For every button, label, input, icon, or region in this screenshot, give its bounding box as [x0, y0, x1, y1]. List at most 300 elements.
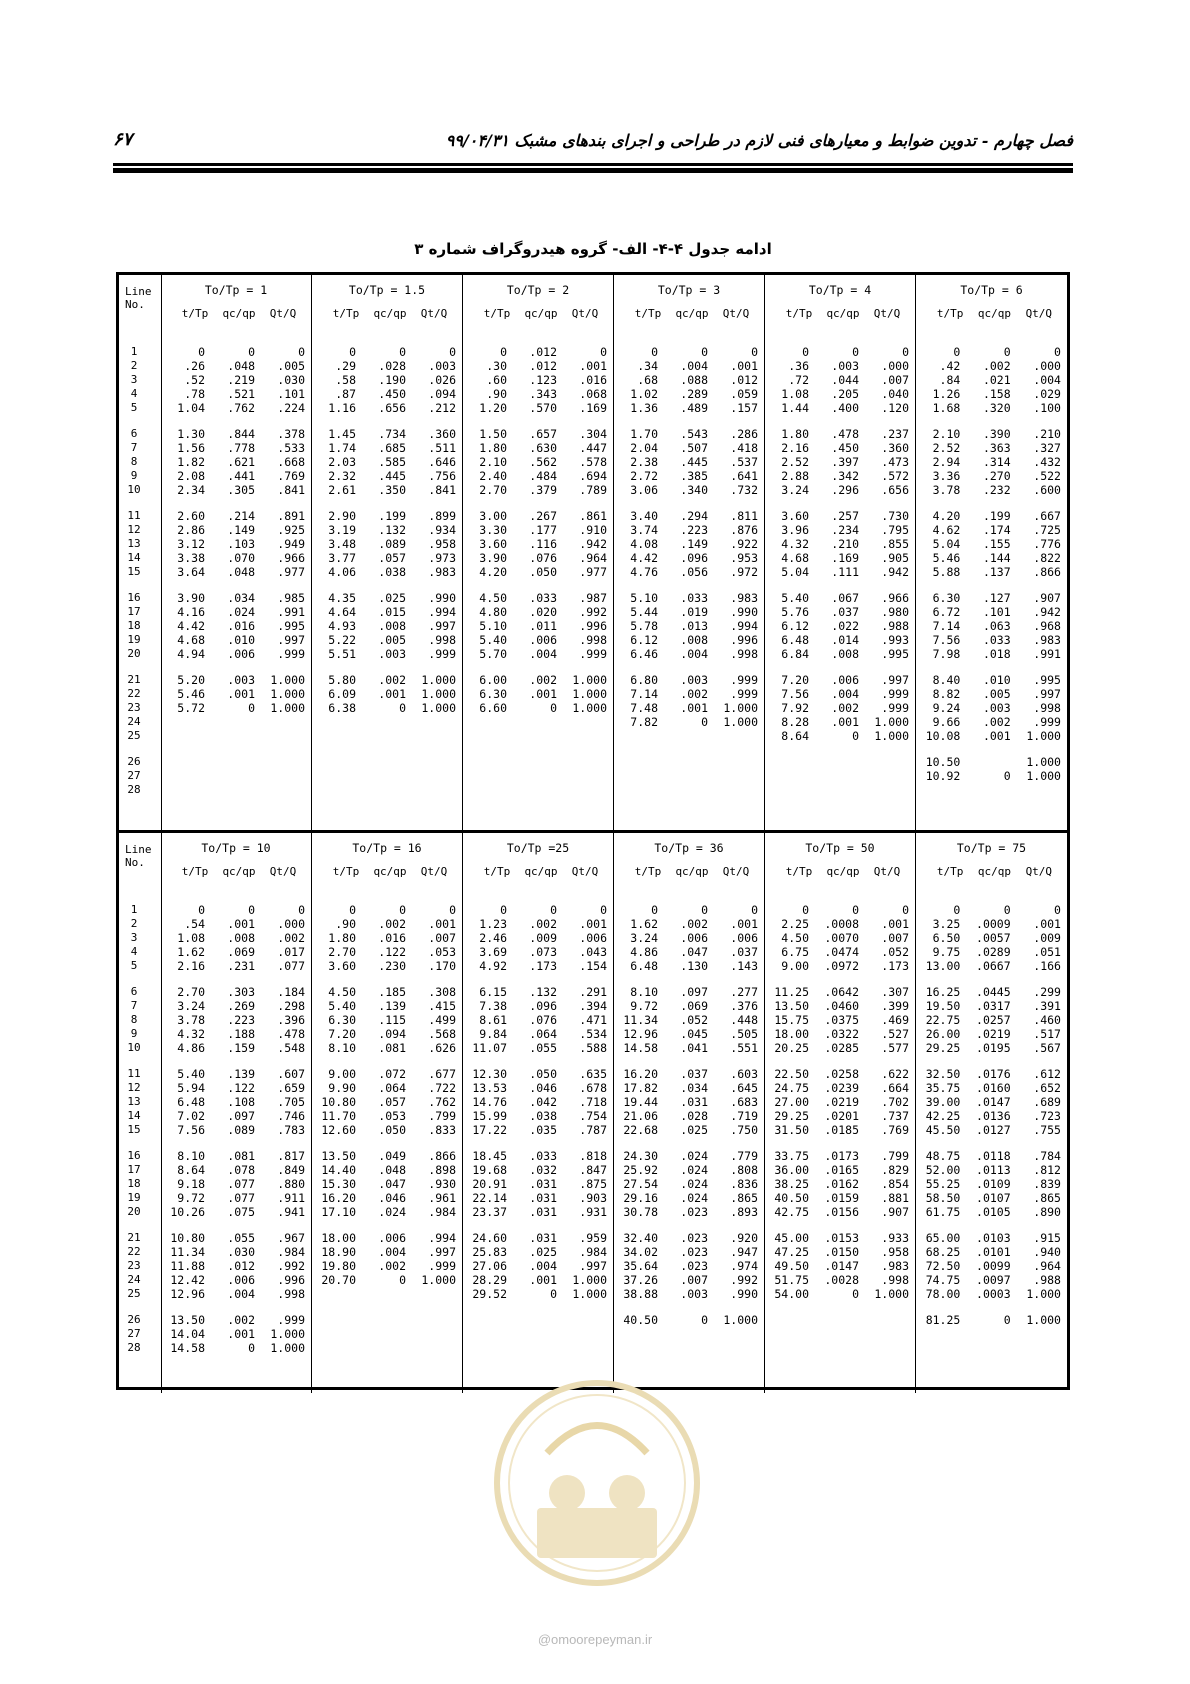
table-cell: .0289 [976, 945, 1011, 959]
table-cell: .298 [277, 999, 305, 1013]
table-cell: .0136 [976, 1109, 1011, 1123]
table-cell: .522 [1033, 469, 1061, 483]
sub-header: t/Tp [181, 307, 209, 320]
table-cell: 0 [701, 715, 708, 729]
table-cell: .799 [428, 1109, 456, 1123]
line-number: 3 [130, 931, 138, 944]
table-cell: .415 [428, 999, 456, 1013]
sub-header: t/Tp [634, 865, 662, 878]
table-row [916, 1081, 1067, 1095]
table-cell: .667 [1033, 509, 1061, 523]
table-row [765, 647, 915, 661]
table-cell: .199 [982, 509, 1011, 523]
table-cell: 40.50 [623, 1313, 658, 1327]
table-row [161, 1273, 311, 1287]
table-cell: .577 [881, 1041, 909, 1055]
table-cell: .769 [881, 1123, 909, 1137]
table-row [312, 619, 462, 633]
table-cell: .977 [579, 565, 607, 579]
table-cell: 4.32 [177, 1027, 205, 1041]
table-cell: .115 [378, 1013, 406, 1027]
table-row [161, 999, 311, 1013]
table-cell: 1.08 [781, 387, 809, 401]
table-cell: 2.32 [328, 469, 356, 483]
table-cell: .031 [529, 1191, 557, 1205]
table-cell: .304 [579, 427, 607, 441]
table-cell: .028 [680, 1109, 708, 1123]
table-cell: 1.000 [572, 687, 607, 701]
table-cell: .875 [579, 1177, 607, 1191]
table-cell: 1.000 [1026, 769, 1061, 783]
header-rule-thick [113, 168, 1073, 173]
table-cell: .012 [529, 345, 557, 359]
line-number: 14 [127, 551, 141, 564]
table-cell: 13.50 [321, 1149, 356, 1163]
table-cell: .230 [378, 959, 406, 973]
table-cell: .995 [277, 619, 305, 633]
table-cell: 9.84 [479, 1027, 507, 1041]
table-cell: .87 [335, 387, 356, 401]
table-row [765, 483, 915, 497]
table-row [614, 1081, 764, 1095]
table-cell: .958 [881, 1245, 909, 1259]
table-cell: .734 [378, 427, 406, 441]
table-row [312, 373, 462, 387]
table-row [916, 1313, 1067, 1327]
table-cell: .983 [1033, 633, 1061, 647]
table-row [463, 633, 613, 647]
table-cell: .0118 [976, 1149, 1011, 1163]
table-row [312, 551, 462, 565]
table-cell: .641 [730, 469, 758, 483]
table-cell: .0185 [824, 1123, 859, 1137]
table-row [765, 903, 915, 917]
table-cell: .174 [982, 523, 1011, 537]
table-cell: .002 [529, 673, 557, 687]
table-cell: 20.91 [472, 1177, 507, 1191]
table-cell: .025 [680, 1123, 708, 1137]
table-cell: 0 [248, 1341, 255, 1355]
table-cell: 4.20 [479, 565, 507, 579]
table-row [614, 1109, 764, 1123]
table-cell: 1.80 [328, 931, 356, 945]
line-number: 22 [127, 687, 141, 700]
table-cell: .070 [227, 551, 255, 565]
table-cell: .999 [277, 1313, 305, 1327]
table-cell: .055 [529, 1041, 557, 1055]
table-cell: 0 [449, 903, 456, 917]
table-row [312, 1163, 462, 1177]
table-row [463, 345, 613, 359]
table-cell: .505 [730, 1027, 758, 1041]
table-cell: 0 [600, 903, 607, 917]
table-cell: .58 [335, 373, 356, 387]
table-cell: .001 [730, 359, 758, 373]
table-cell: 2.52 [781, 455, 809, 469]
table-cell: .400 [831, 401, 859, 415]
table-cell: .999 [1033, 715, 1061, 729]
ratio-column [161, 833, 312, 1393]
table-cell: 1.62 [630, 917, 658, 931]
table-row [312, 537, 462, 551]
table-cell: 1.36 [630, 401, 658, 415]
table-cell: 3.12 [177, 537, 205, 551]
table-row [916, 1231, 1067, 1245]
table-cell: 8.28 [781, 715, 809, 729]
table-cell: 0 [600, 345, 607, 359]
table-cell: .004 [227, 1287, 255, 1301]
sub-header: t/Tp [483, 307, 511, 320]
table-cell: .992 [579, 605, 607, 619]
hydrograph-table [116, 272, 1070, 1390]
table-cell: .003 [680, 673, 708, 687]
table-cell: .116 [529, 537, 557, 551]
table-cell: .232 [982, 483, 1011, 497]
table-cell: 0 [399, 903, 406, 917]
table-row [916, 1027, 1067, 1041]
table-cell: 3.90 [177, 591, 205, 605]
table-cell: 0 [953, 345, 961, 359]
line-number-header: Line No. [125, 843, 152, 869]
table-row [916, 687, 1067, 701]
table-cell: .34 [637, 359, 658, 373]
table-cell: 37.26 [623, 1273, 658, 1287]
table-cell: .003 [831, 359, 859, 373]
table-cell: .002 [982, 359, 1011, 373]
table-cell: .953 [730, 551, 758, 565]
table-row [312, 931, 462, 945]
table-cell: .0003 [976, 1287, 1011, 1301]
table-cell: 1.000 [874, 715, 909, 729]
table-cell: .053 [378, 1109, 406, 1123]
table-cell: .997 [881, 673, 909, 687]
table-row [312, 1205, 462, 1219]
table-cell: .469 [881, 1013, 909, 1027]
table-cell: .578 [579, 455, 607, 469]
table-cell: .910 [579, 523, 607, 537]
table-row [161, 345, 311, 359]
ratio-header: To/Tp = 36 [654, 841, 724, 855]
table-cell: .069 [227, 945, 255, 959]
table-row [312, 1259, 462, 1273]
table-row [312, 1149, 462, 1163]
table-cell: 4.42 [177, 619, 205, 633]
table-cell: 6.00 [479, 673, 507, 687]
table-cell: 0 [852, 903, 859, 917]
table-row [614, 523, 764, 537]
sub-header: t/Tp [332, 307, 360, 320]
table-row [161, 509, 311, 523]
table-row [161, 537, 311, 551]
table-row [463, 1067, 613, 1081]
table-cell: .024 [378, 1205, 406, 1219]
line-number: 11 [127, 509, 141, 522]
table-cell: .343 [529, 387, 557, 401]
table-cell: 24.60 [472, 1231, 507, 1245]
sub-header: qc/qp [826, 307, 860, 320]
ratio-column [312, 275, 463, 830]
table-cell: .376 [730, 999, 758, 1013]
table-cell: 0 [248, 345, 255, 359]
table-cell: 0 [550, 701, 557, 715]
table-row [614, 605, 764, 619]
table-cell: .210 [831, 537, 859, 551]
table-cell: .997 [428, 619, 456, 633]
table-cell: .991 [1033, 647, 1061, 661]
table-cell: .460 [1033, 1013, 1061, 1027]
table-section-1 [119, 275, 1067, 830]
table-cell: 5.22 [328, 633, 356, 647]
table-row [614, 469, 764, 483]
table-cell: .076 [529, 551, 557, 565]
sub-header: Qt/Q [420, 307, 448, 320]
table-row [916, 729, 1067, 743]
table-cell: .973 [428, 551, 456, 565]
table-cell: .537 [730, 455, 758, 469]
table-cell: 0 [701, 903, 708, 917]
table-cell: .057 [378, 551, 406, 565]
table-cell: 3.64 [177, 565, 205, 579]
line-number: 16 [127, 591, 141, 604]
table-row [765, 1231, 915, 1245]
table-cell: .018 [982, 647, 1011, 661]
table-cell: .057 [378, 1095, 406, 1109]
table-cell: .008 [831, 647, 859, 661]
table-cell: 0 [953, 903, 961, 917]
table-cell: .008 [680, 633, 708, 647]
table-cell: .006 [831, 673, 859, 687]
table-cell: 22.50 [774, 1067, 809, 1081]
table-cell: .177 [529, 523, 557, 537]
line-number: 14 [127, 1109, 141, 1122]
sub-header: qc/qp [675, 307, 709, 320]
table-row [916, 755, 1067, 769]
table-cell: .149 [680, 537, 708, 551]
table-cell: .363 [982, 441, 1011, 455]
table-cell: 68.25 [925, 1245, 961, 1259]
table-cell: .994 [428, 605, 456, 619]
table-cell: 1.000 [421, 701, 456, 715]
table-row [312, 401, 462, 415]
table-cell: 3.40 [630, 509, 658, 523]
table-cell: 2.70 [177, 985, 205, 999]
table-cell: .024 [680, 1177, 708, 1191]
table-cell: 13.50 [170, 1313, 205, 1327]
table-row [312, 1067, 462, 1081]
table-cell: 0 [902, 345, 909, 359]
table-cell: 13.50 [774, 999, 809, 1013]
line-number-column [119, 275, 162, 830]
line-number: 1 [130, 903, 138, 916]
table-cell: 2.16 [781, 441, 809, 455]
table-cell: .893 [730, 1205, 758, 1219]
table-cell: .231 [227, 959, 255, 973]
table-cell: 4.20 [932, 509, 961, 523]
table-cell: .001 [982, 729, 1011, 743]
sub-header: Qt/Q [1025, 865, 1053, 878]
table-cell: 4.50 [781, 931, 809, 945]
table-cell: 0 [651, 345, 658, 359]
table-cell: 7.56 [177, 1123, 205, 1137]
table-cell: 0 [500, 903, 507, 917]
table-cell: .009 [529, 931, 557, 945]
table-row [161, 427, 311, 441]
table-cell: 3.38 [177, 551, 205, 565]
table-cell: .307 [881, 985, 909, 999]
table-cell: .811 [730, 509, 758, 523]
table-cell: .966 [881, 591, 909, 605]
table-cell: .999 [428, 647, 456, 661]
table-cell: .646 [428, 455, 456, 469]
sub-header-row [475, 307, 607, 320]
table-cell: .0057 [976, 931, 1011, 945]
table-cell: .0173 [824, 1149, 859, 1163]
table-row [312, 427, 462, 441]
sub-header: Qt/Q [1025, 307, 1053, 320]
table-cell: 30.78 [623, 1205, 658, 1219]
table-row [614, 1095, 764, 1109]
line-number: 4 [130, 945, 138, 958]
table-row [463, 523, 613, 537]
table-cell: .849 [277, 1163, 305, 1177]
table-cell: .964 [579, 551, 607, 565]
table-cell: 1.000 [572, 701, 607, 715]
table-cell: 5.78 [630, 619, 658, 633]
table-cell: .056 [680, 565, 708, 579]
sub-header: qc/qp [222, 865, 256, 878]
table-cell: 2.03 [328, 455, 356, 469]
table-cell: .967 [277, 1231, 305, 1245]
table-cell: .023 [680, 1245, 708, 1259]
sub-header-row [475, 865, 607, 878]
table-cell: .977 [277, 565, 305, 579]
table-cell: 14.58 [170, 1341, 205, 1355]
table-cell: .984 [428, 1205, 456, 1219]
sub-header: Qt/Q [571, 865, 599, 878]
table-cell: .890 [1033, 1205, 1061, 1219]
table-cell: .585 [378, 455, 406, 469]
table-cell: 24.75 [774, 1081, 809, 1095]
ratio-header: To/Tp = 50 [805, 841, 875, 855]
table-cell: .002 [529, 917, 557, 931]
table-cell: .621 [227, 455, 255, 469]
table-cell: .822 [1033, 551, 1061, 565]
table-row [463, 441, 613, 455]
line-number: 5 [130, 401, 138, 414]
table-row [614, 1245, 764, 1259]
sub-header-row [626, 865, 758, 878]
table-cell: 3.48 [328, 537, 356, 551]
table-cell: .016 [579, 373, 607, 387]
table-cell: .985 [277, 591, 305, 605]
table-cell: 2.08 [177, 469, 205, 483]
table-cell: .612 [1033, 1067, 1061, 1081]
table-cell: .996 [277, 1273, 305, 1287]
table-cell: 12.42 [170, 1273, 205, 1287]
table-cell: .001 [529, 687, 557, 701]
table-row [312, 1109, 462, 1123]
table-cell: 0 [198, 903, 205, 917]
table-cell: .0219 [824, 1095, 859, 1109]
table-row [765, 1013, 915, 1027]
line-number: 18 [127, 619, 141, 632]
table-row [916, 1123, 1067, 1137]
table-cell: .269 [227, 999, 255, 1013]
table-cell: .034 [680, 1081, 708, 1095]
table-row [463, 537, 613, 551]
table-row [161, 387, 311, 401]
table-cell: .308 [428, 985, 456, 999]
table-row [614, 1041, 764, 1055]
table-cell: .833 [428, 1123, 456, 1137]
table-row [916, 999, 1067, 1013]
table-row [463, 1081, 613, 1095]
table-cell: .966 [277, 551, 305, 565]
table-cell: 29.25 [925, 1041, 961, 1055]
line-number: 28 [127, 783, 141, 796]
table-cell: .127 [982, 591, 1011, 605]
table-cell: .645 [730, 1081, 758, 1095]
table-cell: 0 [751, 903, 758, 917]
line-number: 23 [127, 701, 141, 714]
table-cell: 10.50 [925, 755, 961, 769]
table-row [765, 537, 915, 551]
line-number: 1 [130, 345, 138, 358]
table-cell: 6.30 [479, 687, 507, 701]
table-cell: .077 [227, 1177, 255, 1191]
table-cell: .933 [881, 1231, 909, 1245]
table-cell: .942 [881, 565, 909, 579]
table-cell: .157 [730, 401, 758, 415]
table-cell: .046 [529, 1081, 557, 1095]
table-cell: .999 [277, 647, 305, 661]
table-cell: .996 [730, 633, 758, 647]
table-cell: .0258 [824, 1067, 859, 1081]
table-cell: .998 [277, 1287, 305, 1301]
table-row [916, 769, 1067, 783]
table-cell: 3.36 [932, 469, 961, 483]
table-cell: .930 [428, 1177, 456, 1191]
table-cell: .034 [227, 591, 255, 605]
table-cell: 8.82 [932, 687, 961, 701]
table-row [161, 1287, 311, 1301]
table-cell: .350 [378, 483, 406, 497]
table-cell: .149 [227, 523, 255, 537]
table-cell: .040 [881, 387, 909, 401]
table-cell: .006 [680, 931, 708, 945]
table-cell: 7.82 [630, 715, 658, 729]
ratio-header: To/Tp = 16 [352, 841, 422, 855]
table-row [312, 701, 462, 715]
table-row [765, 701, 915, 715]
table-cell: .004 [529, 1259, 557, 1273]
table-cell: 19.68 [472, 1163, 507, 1177]
ratio-header: To/Tp = 10 [201, 841, 271, 855]
table-cell: 18.00 [321, 1231, 356, 1245]
table-cell: .051 [1033, 945, 1061, 959]
table-cell: .004 [1033, 373, 1061, 387]
table-cell: .984 [579, 1245, 607, 1259]
line-number: 10 [127, 483, 141, 496]
table-cell: 15.99 [472, 1109, 507, 1123]
table-cell: .219 [227, 373, 255, 387]
table-row [614, 687, 764, 701]
table-row [161, 483, 311, 497]
table-cell: 0 [802, 903, 809, 917]
sub-header: qc/qp [524, 865, 558, 878]
table-row [614, 537, 764, 551]
table-cell: .008 [227, 931, 255, 945]
